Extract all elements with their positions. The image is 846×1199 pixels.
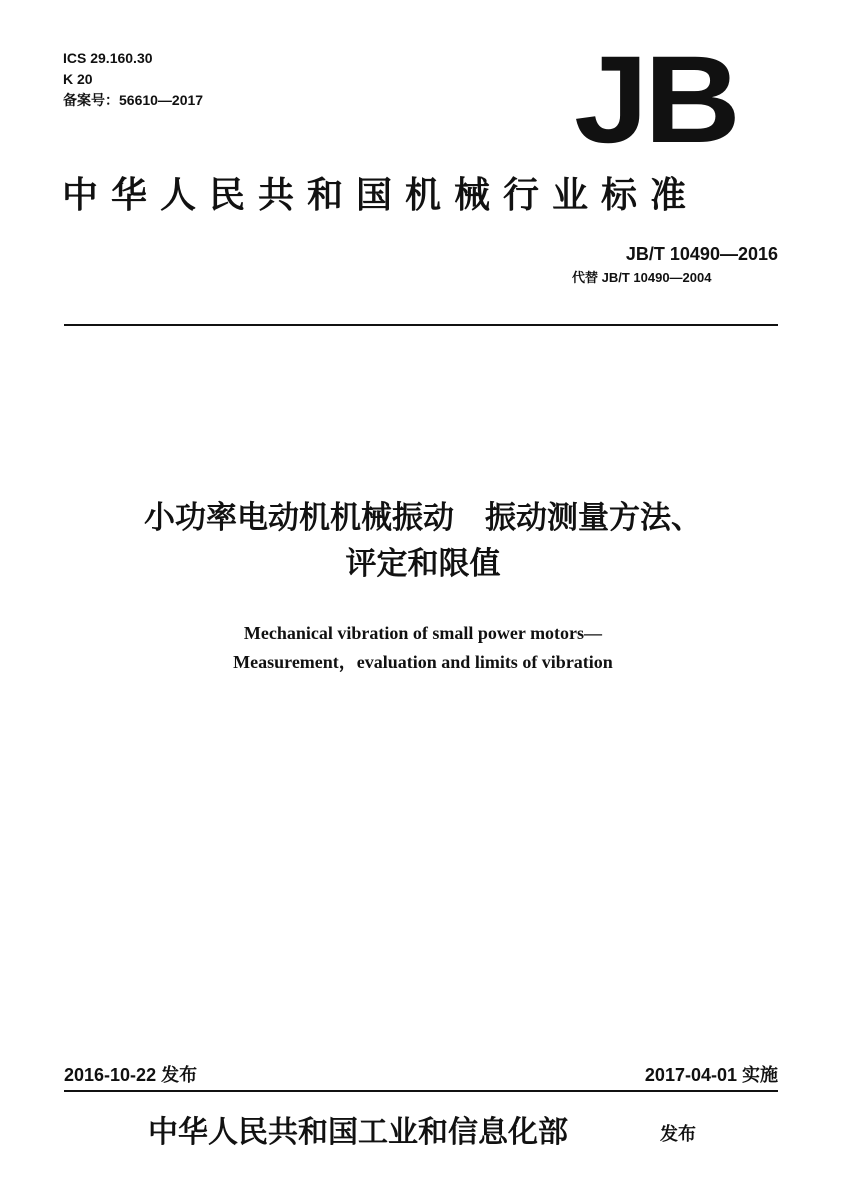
replaces-standard: 代替 JB/T 10490—2004 [572, 270, 712, 285]
jb-logo: JB [574, 31, 737, 169]
ccs-code: K 20 [63, 71, 93, 87]
implementation-date: 2017-04-01 实施 [644, 1065, 778, 1085]
title-cn-line2: 评定和限值 [345, 546, 501, 582]
footer-divider [64, 1090, 778, 1092]
issue-date: 2016-10-22 发布 [64, 1065, 198, 1085]
ics-code: ICS 29.160.30 [63, 50, 153, 66]
title-cn-line1: 小功率电动机机械振动 振动测量方法、 [144, 500, 702, 536]
classification-block [63, 48, 203, 111]
issue-label: 发布 [660, 1124, 696, 1145]
record-number: 备案号：56610—2017 [63, 92, 204, 108]
title-en-line1: Mechanical vibration of small power motors— [243, 623, 603, 643]
issuing-ministry: 中华人民共和国工业和信息化部 [148, 1115, 568, 1150]
title-en-line2: Measurement，evaluation and limits of vibration [233, 652, 613, 672]
issuing-standard-body: 中华人民共和国机械行业标准 [62, 175, 700, 216]
standard-code: JB/T 10490—2016 [625, 244, 778, 264]
header-divider [64, 324, 778, 326]
